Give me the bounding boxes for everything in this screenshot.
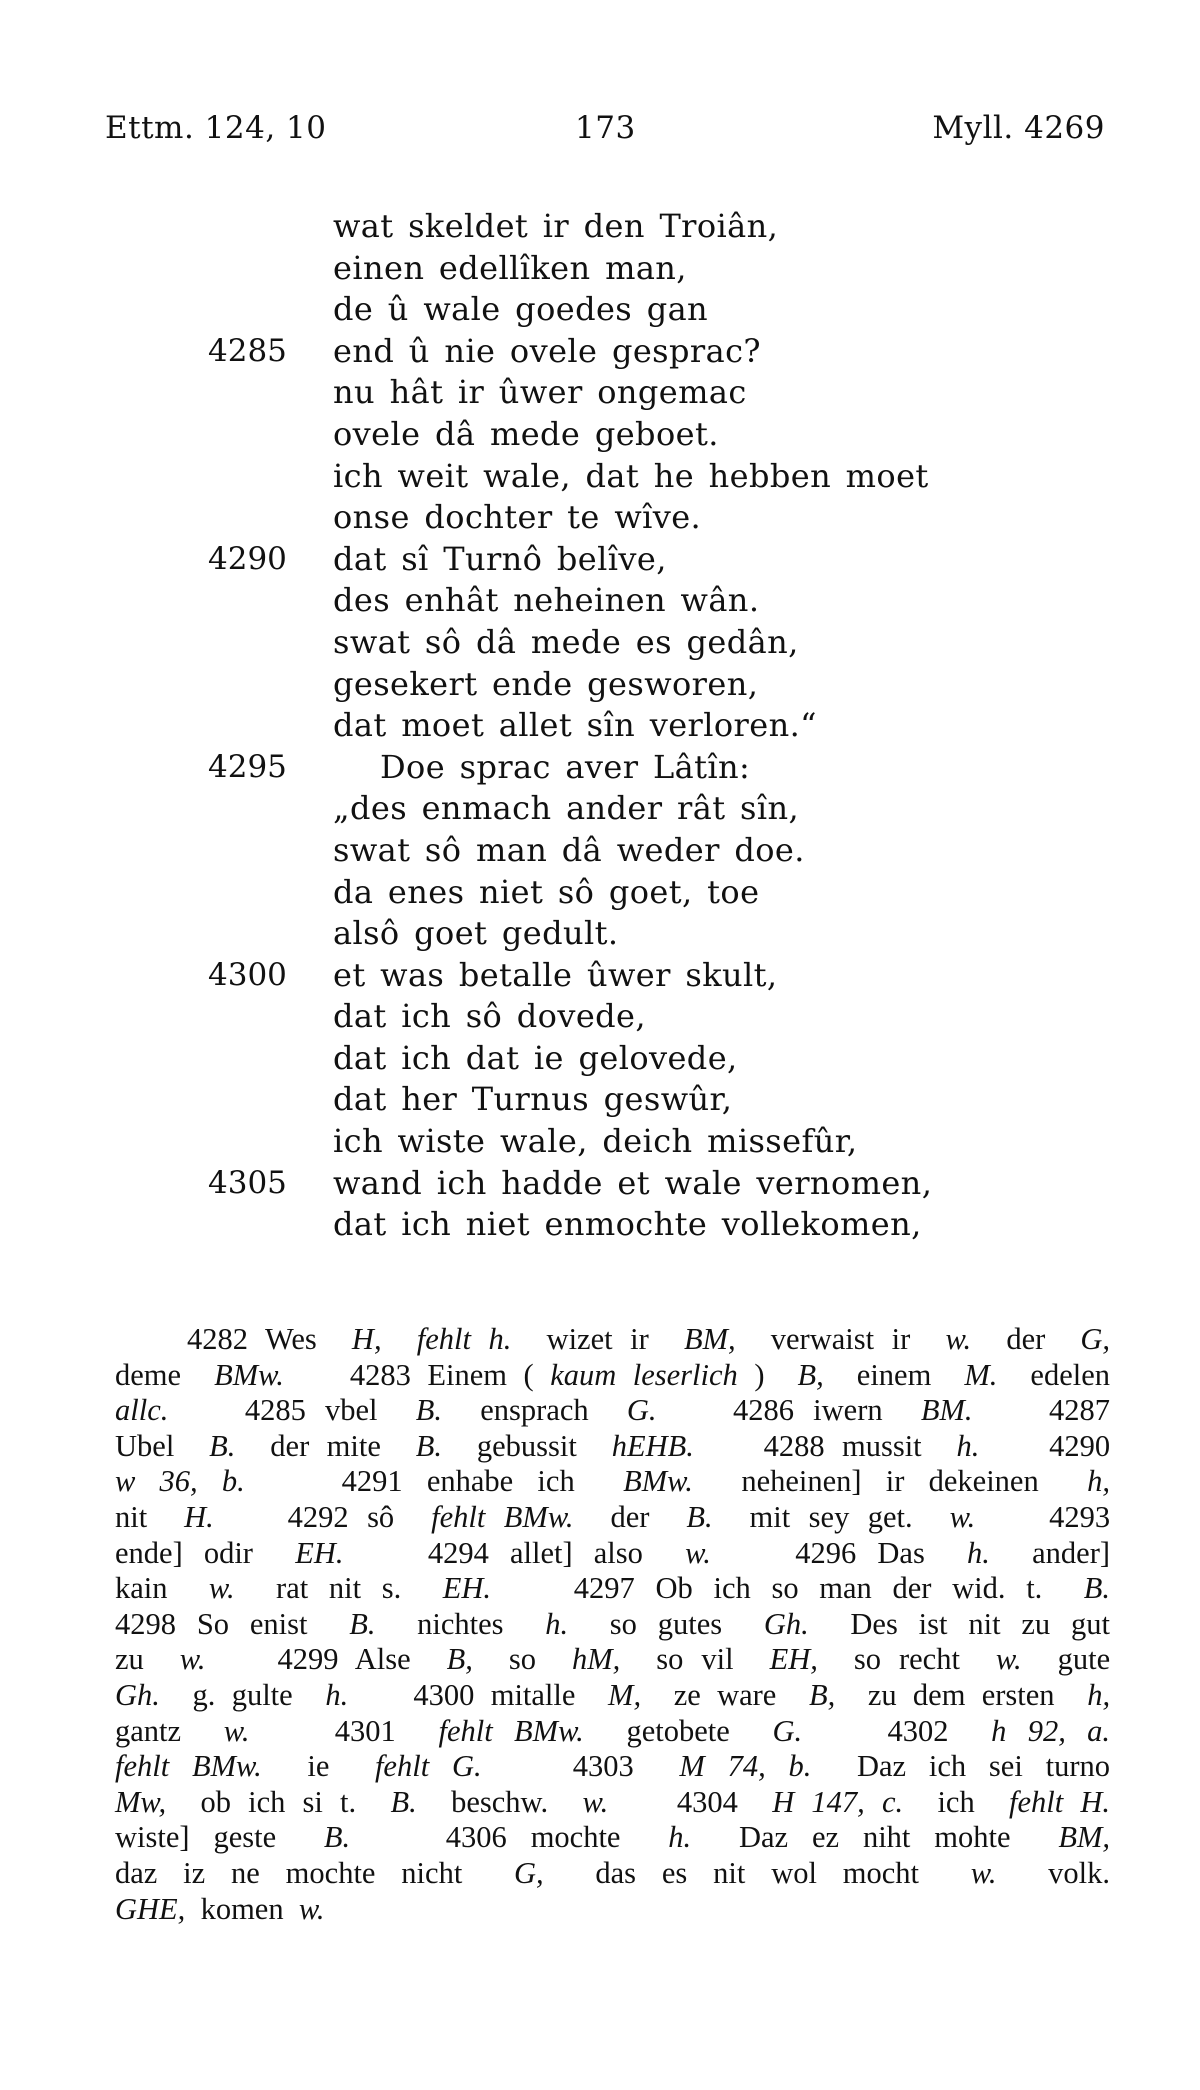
verse-text: dat ich dat ie gelovede, (333, 1038, 738, 1077)
variant-text: ie (307, 1749, 353, 1784)
siglum-text: EH. (442, 1571, 491, 1606)
siglum-text: BMw. (623, 1464, 718, 1499)
verse-line (0, 580, 1200, 622)
verse-line (0, 1204, 1200, 1246)
verse-line (0, 1121, 1200, 1163)
verse-line (0, 830, 1200, 872)
siglum-text: B. (415, 1428, 460, 1463)
verse-line (0, 414, 1200, 456)
verse-text: dat moet allet sîn verloren.“ (333, 706, 817, 745)
verse-number: 4300 (208, 956, 287, 993)
variant-text: ) (754, 1357, 781, 1392)
verse-text: swat sô man dâ weder doe. (333, 830, 805, 869)
variant-text: Ubel (115, 1428, 192, 1463)
siglum-text: w. (179, 1642, 206, 1677)
variant-text: kain (115, 1571, 189, 1606)
variant-text: der (610, 1499, 668, 1534)
variant-text: 4296 Das (731, 1535, 946, 1570)
apparatus-line (115, 1678, 1110, 1714)
variant-text: nit (115, 1499, 166, 1534)
variant-text: gebussit (476, 1428, 595, 1463)
page-number: 173 (575, 110, 636, 146)
verse-line (0, 1163, 1200, 1205)
verse-text: nu hât ir ûwer ongemac (333, 373, 747, 412)
siglum-text: w. (298, 1891, 325, 1926)
verse-text: da enes niet sô goet, toe (333, 872, 760, 911)
variant-text: 4303 (504, 1749, 657, 1784)
apparatus-line (115, 1820, 1110, 1856)
variant-text: so (508, 1642, 555, 1677)
verse-text: gesekert ende gesworen, (333, 664, 759, 703)
apparatus-line (115, 1464, 1110, 1500)
variant-text: gute (1057, 1642, 1111, 1677)
variant-text: getobete (626, 1713, 752, 1748)
variant-text: neheinen] ir dekeinen (741, 1464, 1063, 1499)
siglum-text: w. (582, 1784, 609, 1819)
siglum-text: w 36, b. (115, 1464, 245, 1499)
apparatus-line (115, 1536, 1110, 1572)
siglum-text: fehlt BMw. (115, 1749, 285, 1784)
poem-text (0, 206, 1200, 1246)
running-head-right: Myll. 4269 (932, 110, 1105, 146)
variant-text: ensprach (480, 1393, 608, 1428)
verse-line (0, 539, 1200, 581)
verse-line (0, 497, 1200, 539)
siglum-text: M 74, b. (679, 1749, 835, 1784)
variant-text: beschw. (451, 1784, 566, 1819)
variant-text: ich (937, 1784, 992, 1819)
verse-line (0, 913, 1200, 955)
variant-text: rat nit s. (276, 1571, 422, 1606)
siglum-text: w. (945, 1322, 989, 1356)
variant-text: daz iz ne mochte nicht (115, 1855, 489, 1890)
verse-line (0, 705, 1200, 747)
verse-line (0, 664, 1200, 706)
siglum-text: h. (956, 1428, 980, 1463)
verse-line (0, 331, 1200, 373)
siglum-text: B. (390, 1784, 434, 1819)
variant-text: g. gulte (192, 1677, 309, 1712)
siglum-text: B. (686, 1499, 732, 1534)
variant-text: volk. (1048, 1855, 1111, 1890)
siglum-text: M, (608, 1677, 658, 1712)
variant-text: nichtes (417, 1606, 525, 1641)
variant-text: 4287 (991, 1393, 1111, 1428)
siglum-text: w. (970, 1855, 1023, 1890)
verse-text: end û nie ovele gesprac? (333, 331, 761, 370)
variant-text: das es nit wol mocht (595, 1855, 945, 1890)
siglum-text: BM, (683, 1322, 754, 1356)
apparatus-line (115, 1571, 1110, 1607)
apparatus-line (115, 1393, 1110, 1429)
siglum-text: fehlt H. (1009, 1784, 1111, 1819)
verse-text: dat her Turnus geswûr, (333, 1080, 733, 1119)
verse-number: 4290 (208, 540, 287, 577)
apparatus-line (115, 1749, 1110, 1785)
siglum-text: w. (223, 1713, 250, 1748)
apparatus-line (115, 1607, 1110, 1643)
siglum-text: B. (1083, 1571, 1110, 1606)
verse-number: 4305 (208, 1164, 287, 1201)
siglum-text: G, (514, 1855, 570, 1890)
variant-text: ende] odir (115, 1535, 275, 1570)
variant-text: mit sey get. (749, 1499, 932, 1534)
variant-text: zu (115, 1642, 162, 1677)
running-head-left: Ettm. 124, 10 (105, 110, 327, 146)
siglum-text: GHE, (115, 1891, 193, 1926)
verse-line (0, 1038, 1200, 1080)
verse-line (0, 206, 1200, 248)
siglum-text: BM. (920, 1393, 973, 1428)
siglum-text: G, (1080, 1322, 1111, 1356)
siglum-text: w. (995, 1642, 1040, 1677)
variant-text: 4290 (996, 1428, 1111, 1463)
variant-text: 4283 Einem ( (300, 1357, 534, 1392)
variant-text: so gutes (609, 1606, 743, 1641)
apparatus-line (115, 1500, 1110, 1536)
siglum-text: fehlt BMw. (438, 1713, 606, 1748)
variant-text: wizet ir (546, 1322, 667, 1356)
verse-text: ovele dâ mede geboet. (333, 414, 719, 453)
variant-text: 4306 mochte (374, 1820, 645, 1855)
siglum-text: EH. (295, 1535, 344, 1570)
variant-text: 4286 iwern (675, 1393, 902, 1428)
siglum-text: B. (415, 1393, 462, 1428)
variant-text: komen (200, 1891, 292, 1926)
verse-line (0, 747, 1200, 789)
siglum-text: Gh. (115, 1677, 177, 1712)
variant-text: der (1006, 1322, 1063, 1356)
variant-text: einem (856, 1357, 948, 1392)
variant-text: 4282 Wes (187, 1322, 335, 1356)
verse-text: ich weit wale, dat he hebben moet (333, 456, 929, 495)
verse-text: swat sô dâ mede es gedân, (333, 622, 799, 661)
verse-text: dat ich niet enmochte vollekomen, (333, 1205, 922, 1244)
apparatus-line (115, 1714, 1110, 1750)
verse-line (0, 372, 1200, 414)
verse-number: 4285 (208, 332, 287, 369)
siglum-text: G. (772, 1713, 803, 1748)
verse-text: dat ich sô dovede, (333, 997, 646, 1036)
siglum-text: w. (685, 1535, 711, 1570)
siglum-text: B. (349, 1606, 397, 1641)
siglum-text: B, (808, 1677, 852, 1712)
variant-text: 4292 sô (232, 1499, 413, 1534)
variant-text: wiste] geste (115, 1820, 301, 1855)
siglum-text: fehlt BMw. (431, 1499, 592, 1534)
variant-text: 4304 (625, 1784, 756, 1819)
siglum-text: B, (446, 1642, 491, 1677)
siglum-text: H, (351, 1322, 400, 1356)
variant-text: der mite (270, 1428, 399, 1463)
variant-text: so recht (853, 1642, 978, 1677)
verse-line (0, 289, 1200, 331)
siglum-text: allc. (115, 1393, 169, 1428)
siglum-text: w. (208, 1571, 256, 1606)
variant-text: 4301 (270, 1713, 418, 1748)
apparatus-line (115, 1785, 1110, 1821)
siglum-text: B. (209, 1428, 253, 1463)
siglum-text: h. (325, 1677, 349, 1712)
apparatus-line (115, 1429, 1110, 1465)
variant-text: 4300 mitalle (364, 1677, 592, 1712)
running-head (105, 110, 1105, 160)
siglum-text: BM, (1058, 1820, 1111, 1855)
variant-text: ander] (1032, 1535, 1111, 1570)
verse-line (0, 996, 1200, 1038)
apparatus-line (115, 1892, 1110, 1928)
verse-line (0, 1079, 1200, 1121)
siglum-text: h. (967, 1535, 1012, 1570)
verse-text: de û wale goedes gan (333, 290, 709, 329)
verse-text: wat skeldet ir den Troiân, (333, 207, 779, 245)
siglum-text: Mw, (115, 1784, 184, 1819)
verse-text: einen edellîken man, (333, 248, 687, 287)
verse-number: 4295 (208, 748, 287, 785)
variant-text: 4298 So enist (115, 1606, 329, 1641)
siglum-text: EH, (769, 1642, 836, 1677)
verse-line (0, 622, 1200, 664)
siglum-text: fehlt h. (416, 1322, 529, 1356)
verse-text: dat sî Turnô belîve, (333, 539, 667, 578)
siglum-text: B, (797, 1357, 841, 1392)
siglum-text: h. (668, 1820, 716, 1855)
apparatus-line (115, 1322, 1110, 1358)
variant-text: 4302 (823, 1713, 970, 1748)
variant-text: Daz ez niht mohte (738, 1820, 1035, 1855)
variant-text: 4299 Alse (223, 1642, 429, 1677)
siglum-text: M. (964, 1357, 1014, 1392)
variant-text: 4293 (993, 1499, 1111, 1534)
apparatus-line (115, 1358, 1110, 1394)
variant-text: 4291 enhabe ich (269, 1464, 599, 1499)
siglum-text: BMw. (214, 1357, 284, 1392)
verse-text: Doe sprac aver Lâtîn: (380, 747, 751, 786)
verse-line (0, 248, 1200, 290)
variant-text: ob ich si t. (200, 1784, 374, 1819)
siglum-text: fehlt G. (374, 1749, 482, 1784)
variant-text: gantz (115, 1713, 203, 1748)
verse-line (0, 955, 1200, 997)
siglum-text: h, (1087, 1677, 1111, 1712)
variant-text: 4288 mussit (711, 1428, 940, 1463)
verse-text: onse dochter te wîve. (333, 498, 702, 537)
variant-text: zu dem ersten (867, 1677, 1071, 1712)
siglum-text: Gh. (763, 1606, 830, 1641)
verse-text: „des enmach ander rât sîn, (333, 789, 800, 828)
variant-text: 4294 allet] also (364, 1535, 665, 1570)
siglum-text: H 147, c. (772, 1784, 921, 1819)
variant-text: Des ist nit zu gut (850, 1606, 1110, 1641)
siglum-text: h. (545, 1606, 589, 1641)
verse-text: et was betalle ûwer skult, (333, 955, 778, 994)
variant-text: deme (115, 1357, 198, 1392)
verse-text: alsô goet gedult. (333, 914, 619, 953)
variant-text: so vil (656, 1642, 752, 1677)
siglum-text: w. (949, 1499, 976, 1534)
siglum-text: kaum leserlich (550, 1357, 738, 1392)
siglum-text: B. (323, 1820, 351, 1855)
variant-text: edelen (1030, 1357, 1111, 1392)
verse-line (0, 456, 1200, 498)
apparatus-line (115, 1642, 1110, 1678)
verse-text: wand ich hadde et wale vernomen, (333, 1163, 933, 1202)
siglum-text: hEHB. (611, 1428, 694, 1463)
variant-text: 4297 Ob ich so man der wid. t. (511, 1571, 1064, 1606)
verse-line (0, 872, 1200, 914)
variant-text: 4285 vbel (187, 1393, 397, 1428)
variant-text: ze ware (673, 1677, 793, 1712)
verse-text: des enhât neheinen wân. (333, 581, 760, 620)
verse-text: ich wiste wale, deich missefûr, (333, 1122, 858, 1161)
siglum-text: h, (1087, 1464, 1111, 1499)
siglum-text: H. (184, 1499, 214, 1534)
critical-apparatus (115, 1322, 1110, 1927)
verse-line (0, 788, 1200, 830)
siglum-text: hM, (572, 1642, 639, 1677)
apparatus-line (115, 1856, 1110, 1892)
siglum-text: G. (626, 1393, 657, 1428)
variant-text: verwaist ir (770, 1322, 928, 1356)
variant-text: Daz ich sei turno (856, 1749, 1110, 1784)
siglum-text: h 92, a. (991, 1713, 1111, 1748)
